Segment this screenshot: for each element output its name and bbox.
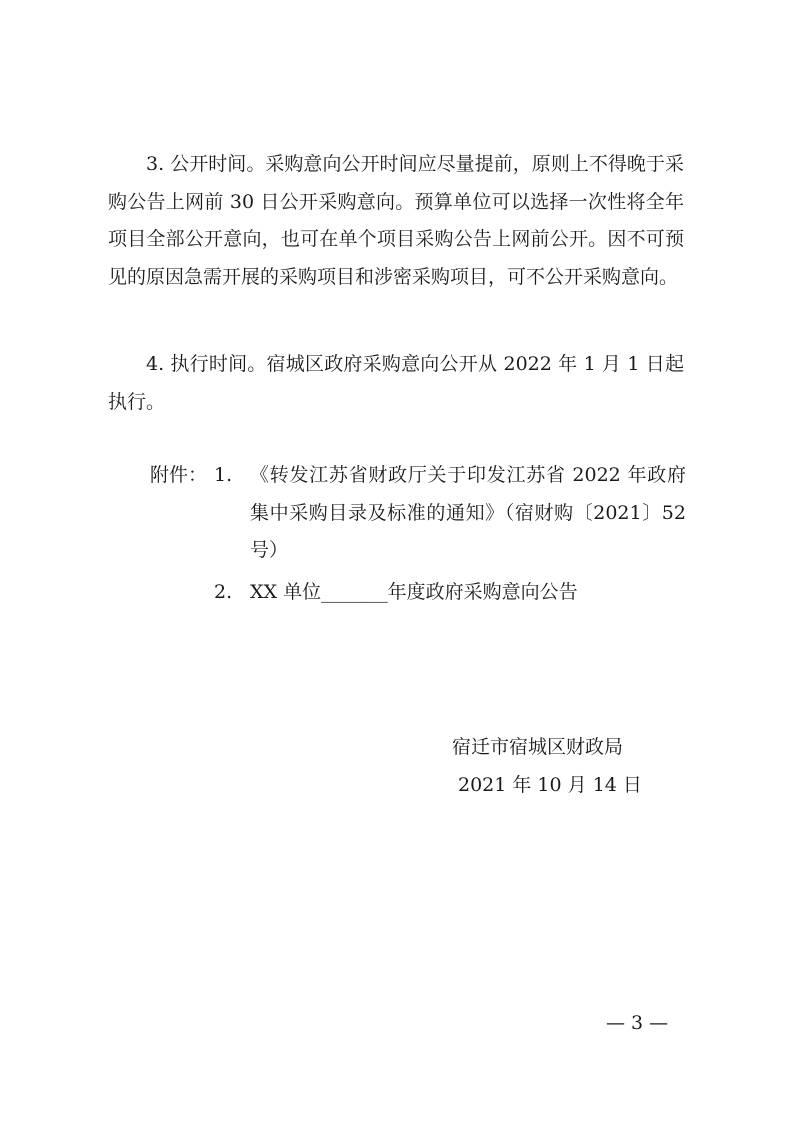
- paragraph-execution-time: 4. 执行时间。宿城区政府采购意向公开从 2022 年 1 月 1 日起执行。: [108, 353, 684, 413]
- page-number: — 3 —: [606, 1012, 669, 1034]
- signature-organization: 宿迁市宿城区财政局: [452, 736, 624, 758]
- attachment-2-number: 2.: [214, 581, 233, 603]
- signature-date: 2021 年 10 月 14 日: [458, 774, 642, 796]
- attachment-2-text: XX 单位_______年度政府采购意向公告: [250, 581, 578, 603]
- attachments-label: 附件：: [150, 464, 208, 486]
- paragraph-disclosure-time: 3. 公开时间。采购意向公开时间应尽量提前，原则上不得晚于采购公告上网前 30 日公开采购意向。预算单位可以选择一次性将全年项目全部公开意向，也可在单个项目采购公告上网前公开。因不可预见的原因急需开展的采购项目和涉密采购项目，可不公开采购意向。: [108, 153, 684, 288]
- attachment-1-number: 1.: [214, 464, 233, 486]
- attachment-1-text: 《转发江苏省财政厅关于印发江苏省 2022 年政府集中采购目录及标准的通知》（宿财购〔2021〕52 号）: [250, 464, 686, 561]
